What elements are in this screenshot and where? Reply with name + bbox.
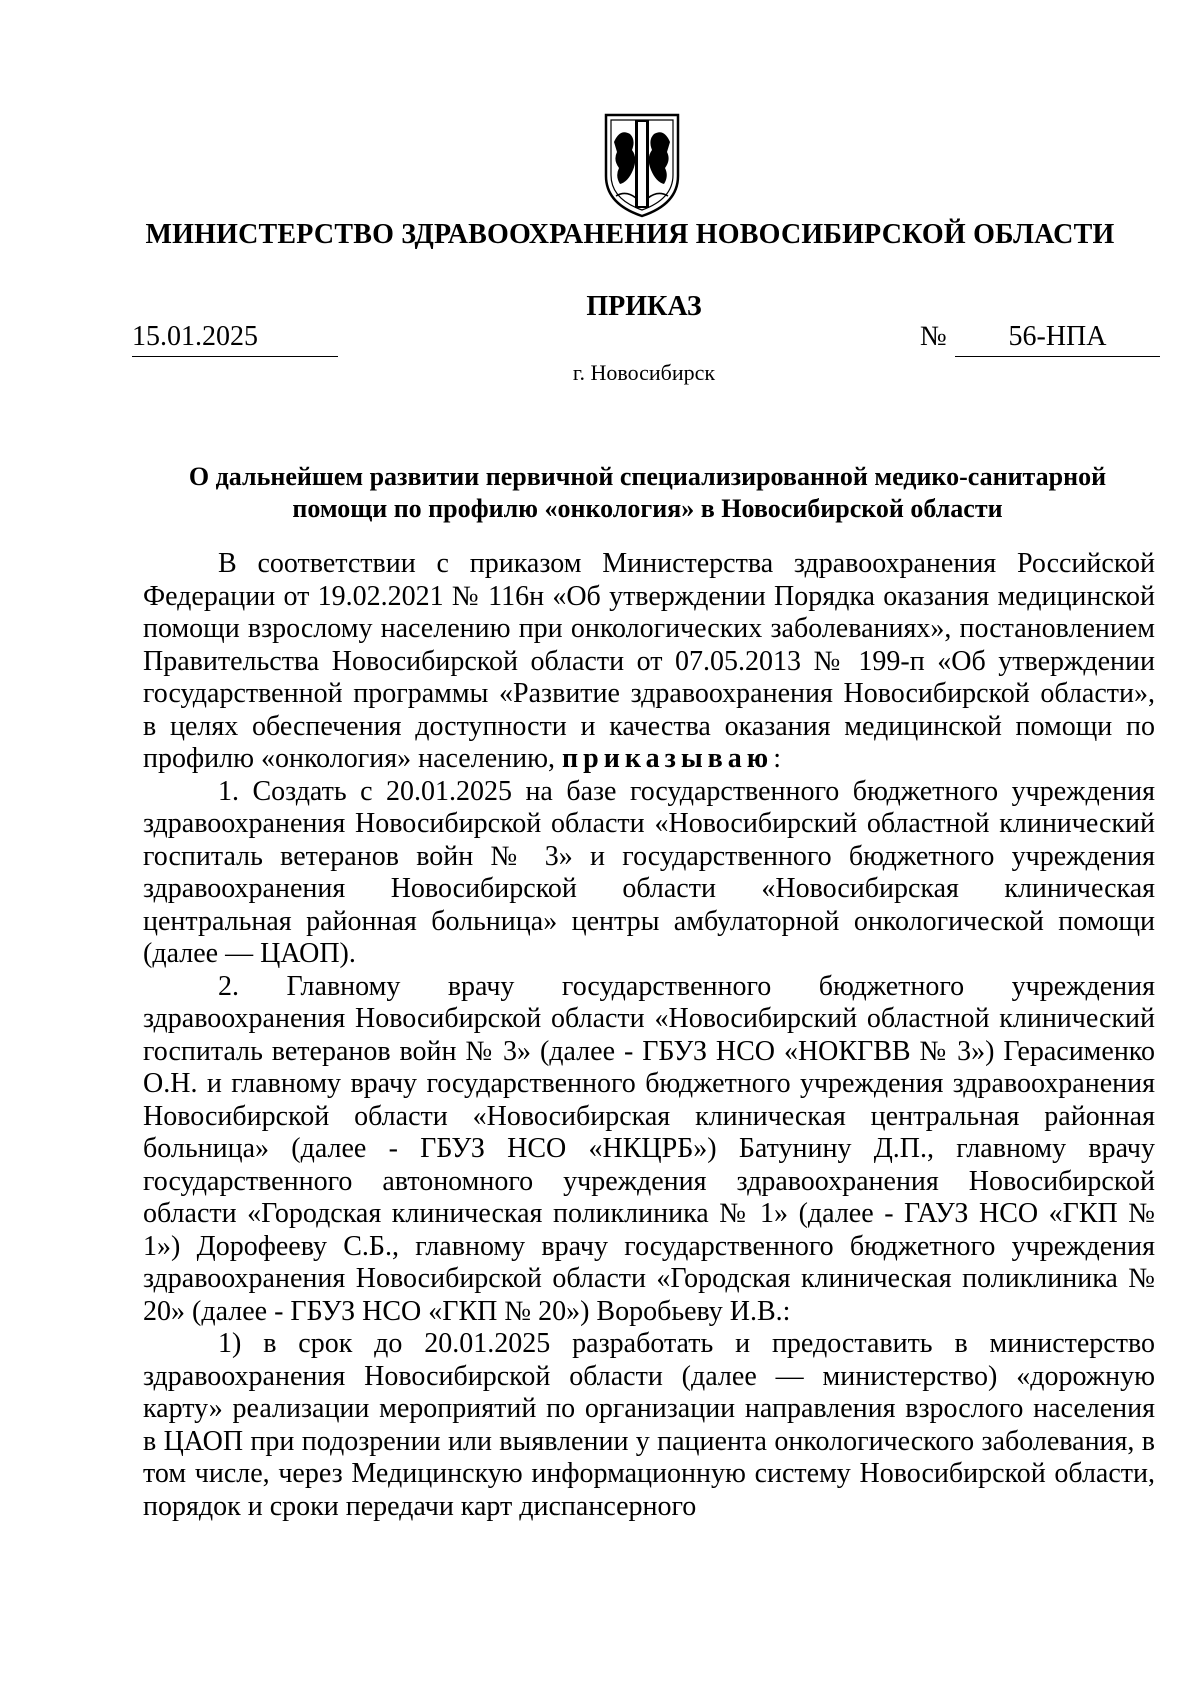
preamble-paragraph [143, 548, 1155, 776]
city: г. Новосибирск [572, 360, 716, 385]
order-colon: : [773, 743, 781, 774]
order-word: приказываю [562, 743, 774, 774]
order-subject: О дальнейшем развитии первичной специализированной медико-санитарной помощи по профилю «онкология» в Новосибирской области [188, 462, 1107, 523]
item-2-paragraph: 2. Главному врачу государственного бюджетного учреждения здравоохранения Новосибирской области «Новосибирский областной клинический госпиталь ветеранов войн № 3» (далее - ГБУЗ НСО «НОКГВВ № 3») Герасименко О.Н. и главному врачу государственного бюджетного учреждения здравоохранения Новосибирской области «Новосибирская клиническая центральная районная больница» (далее - ГБУЗ НСО «НКЦРБ») Батунину Д.П., главному врачу государственного автономного учреждения здравоохранения Новосибирской области «Городская клиническая поликлиника № 1» (далее - ГАУЗ НСО «ГКП № 1») Дорофееву С.Б., главному врачу государственного бюджетного учреждения здравоохранения Новосибирской области «Городская клиническая поликлиника № 20» (далее - ГБУЗ НСО «ГКП № 20») Воробьеву И.В.: [143, 970, 1155, 1327]
order-date: 15.01.2025 [132, 320, 338, 357]
order-title: ПРИКАЗ [586, 291, 702, 322]
item-1-paragraph: 1. Создать с 20.01.2025 на базе государственного бюджетного учреждения здравоохранения Новосибирской области «Новосибирский областной клинический госпиталь ветеранов войн № 3» и государственного бюджетного учреждения здравоохранения Новосибирской области «Новосибирская клиническая центральная районная больница» центры амбулаторной онкологической помощи (далее — ЦАОП). [143, 775, 1155, 969]
item-2-1-paragraph: 1) в срок до 20.01.2025 разработать и предоставить в министерство здравоохранения Новосибирской области (далее — министерство) «дорожную карту» реализации мероприятий по организации направления взрослого населения в ЦАОП при подозрении или выявлении у пациента онкологического заболевания, в том числе, через Медицинскую информационную систему Новосибирской области, порядок и сроки передачи карт диспансерного [143, 1328, 1155, 1522]
order-number: 56-НПА [955, 320, 1160, 357]
order-body [143, 548, 1155, 1523]
ministry-name: МИНИСТЕРСТВО ЗДРАВООХРАНЕНИЯ НОВОСИБИРСКОЙ ОБЛАСТИ [145, 219, 1115, 250]
novosibirsk-coat-of-arms-icon [600, 112, 684, 220]
number-sign: № [920, 321, 947, 352]
preamble-text: В соответствии с приказом Министерства здравоохранения Российской Федерации от 19.02.2021 № 116н «Об утверждении Порядка оказания медицинской помощи взрослому населению при онкологических заболеваниях», постановлением Правительства Новосибирской области от 07.05.2013 № 199-п «Об утверждении государственной программы «Развитие здравоохранения Новосибирской области», в целях обеспечения доступности и качества оказания медицинской помощи по профилю «онкология» населению, [143, 548, 1155, 774]
